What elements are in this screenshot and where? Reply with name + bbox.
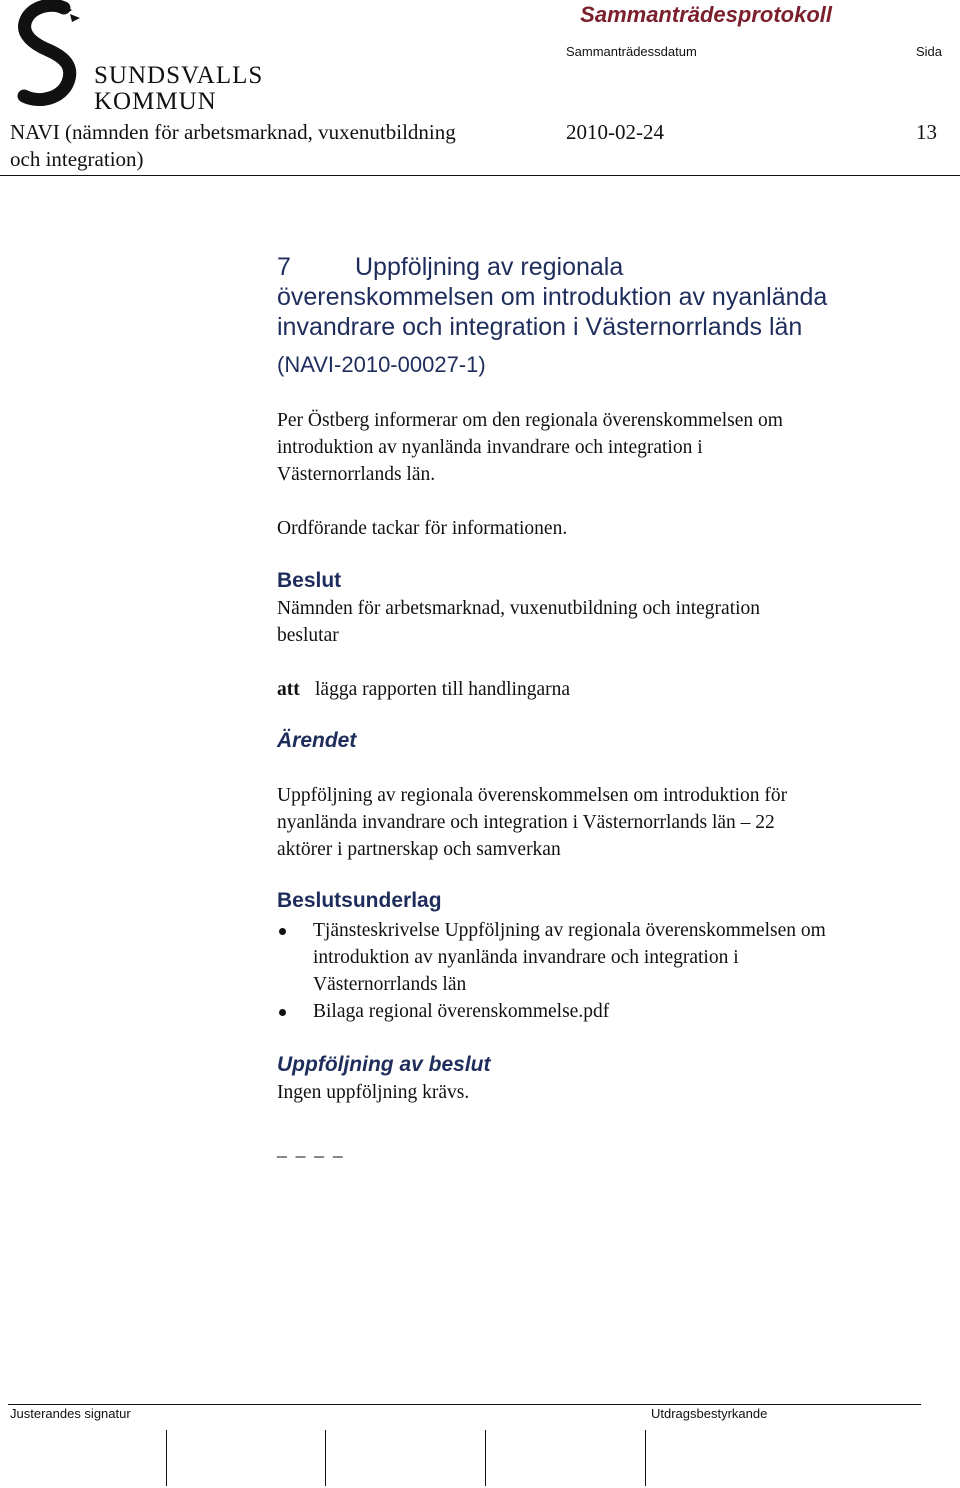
list-item: Tjänsteskrivelse Uppföljning av regionala överenskommelsen om introduktion av nyanlända invandrare och integration i Västernorrlands län xyxy=(277,917,937,998)
item-title-line2: överenskommelsen om introduktion av nyanlända xyxy=(277,283,828,311)
brand-name-line2: KOMMUN xyxy=(94,88,217,115)
item-reference: (NAVI-2010-00027-1) xyxy=(277,352,486,377)
header-divider xyxy=(0,175,960,176)
beslut-line2: beslutar xyxy=(277,625,339,646)
meeting-date: 2010-02-24 xyxy=(566,120,664,144)
page-label: Sida xyxy=(916,44,943,59)
att-text: lägga rapporten till handlingarna xyxy=(315,679,571,700)
att-word: att xyxy=(277,679,300,700)
beslut-heading: Beslut xyxy=(277,569,342,592)
signature-box-divider xyxy=(485,1430,486,1486)
arendet-line1: Uppföljning av regionala överenskommelsen om introduktion för xyxy=(277,785,788,806)
uppfoljning-text: Ingen uppföljning krävs. xyxy=(277,1082,470,1103)
intro-line3: Västernorrlands län. xyxy=(277,464,436,485)
date-label: Sammanträdessdatum xyxy=(566,44,697,59)
page-number: 13 xyxy=(916,120,937,144)
att-clause xyxy=(277,676,937,703)
signature-box-divider xyxy=(325,1430,326,1486)
municipality-logo xyxy=(12,0,264,118)
beslut-paragraph xyxy=(277,595,937,649)
arendet-line3: aktörer i partnerskap och samverkan xyxy=(277,839,561,860)
item-title-line1: Uppföljning av regionala xyxy=(355,253,624,281)
signature-label: Justerandes signatur xyxy=(10,1406,131,1421)
bullet-icon xyxy=(279,928,286,935)
item-number: 7 xyxy=(277,253,291,281)
intro-line2: introduktion av nyanlända invandrare och integration i xyxy=(277,437,703,458)
beslut-line1: Nämnden för arbetsmarknad, vuxenutbildning och integration xyxy=(277,598,761,619)
document-type: Sammanträdesprotokoll xyxy=(580,2,832,27)
arendet-heading: Ärendet xyxy=(277,729,357,752)
certification-label: Utdragsbestyrkande xyxy=(651,1406,768,1421)
uppfoljning-heading: Uppföljning av beslut xyxy=(277,1053,491,1076)
dragon-s-logo-icon xyxy=(12,0,92,118)
list-item: Bilaga regional överenskommelse.pdf xyxy=(277,998,937,1025)
brand-name-line1: SUNDSVALLS xyxy=(94,62,264,89)
bullet-icon xyxy=(279,1009,286,1016)
chair-thanks: Ordförande tackar för informationen. xyxy=(277,518,568,539)
arendet-paragraph xyxy=(277,782,937,863)
signature-box-divider xyxy=(645,1430,646,1486)
organization-line2: och integration) xyxy=(10,147,144,171)
organization-line1: NAVI (nämnden för arbetsmarknad, vuxenutbildning xyxy=(10,120,456,144)
signature-box-divider xyxy=(166,1430,167,1486)
end-separator: _ _ _ _ xyxy=(277,1139,345,1160)
footer-divider xyxy=(8,1404,921,1405)
beslutsunderlag-heading: Beslutsunderlag xyxy=(277,889,442,912)
arendet-line2: nyanlända invandrare och integration i Västernorrlands län – 22 xyxy=(277,812,775,833)
item-title-line3: invandrare och integration i Västernorrlands län xyxy=(277,313,803,341)
item-title xyxy=(277,252,937,342)
beslutsunderlag-list xyxy=(277,917,937,1025)
intro-line1: Per Östberg informerar om den regionala överenskommelsen om xyxy=(277,410,783,431)
intro-paragraph xyxy=(277,407,937,488)
